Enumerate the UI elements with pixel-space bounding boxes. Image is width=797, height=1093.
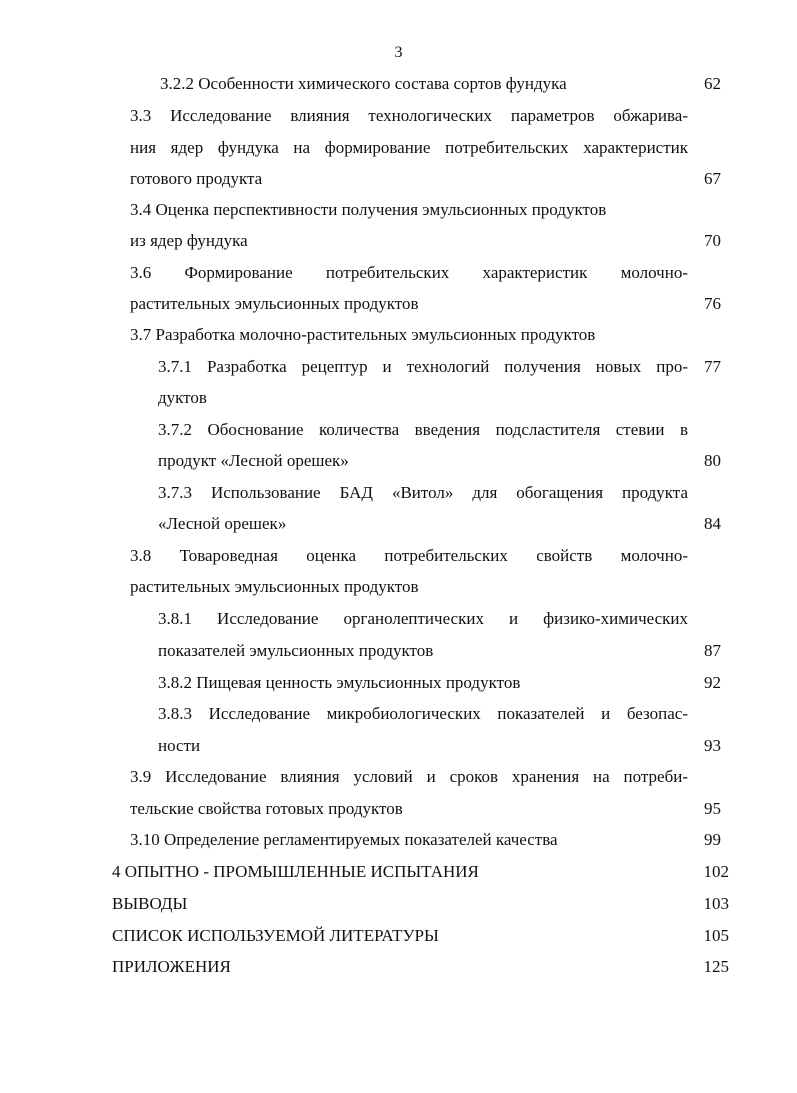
toc-entry-title-cont: растительных эмульсионных продуктов (130, 577, 419, 596)
toc-entry-title: 3.10 Определение регламентируемых показателей качества (130, 830, 558, 849)
toc-entry-title: СПИСОК ИСПОЛЬЗУЕМОЙ ЛИТЕРАТУРЫ (112, 926, 439, 945)
toc-entry-title: 3.4 Оценка перспективности получения эмульсионных продуктов (130, 200, 607, 219)
toc-entry-title-cont: из ядер фундука (130, 231, 248, 250)
toc-entry-title: 3.9 Исследование влияния условий и сроков хранения на потреби- (130, 767, 688, 786)
toc-entry-title: 3.7 Разработка молочно-растительных эмульсионных продуктов (130, 325, 596, 344)
toc-entry-title: 3.8.2 Пищевая ценность эмульсионных продуктов (158, 673, 521, 692)
page-number: 3 (394, 44, 403, 61)
toc-entry-title: 3.8.1 Исследование органолептических и физико-химических (158, 609, 688, 628)
toc-entry-page: 125 (703, 957, 729, 976)
toc-entry-page: 92 (704, 673, 721, 692)
toc-entry-page: 95 (704, 799, 721, 818)
toc-entry-title: 3.2.2 Особенности химического состава сортов фундука (160, 74, 567, 93)
toc-entry-page: 99 (704, 830, 721, 849)
toc-entry-page: 93 (704, 736, 721, 755)
toc-entry-page: 77 (704, 357, 721, 376)
toc-entry-page: 67 (704, 169, 721, 188)
toc-entry-title: 3.8.3 Исследование микробиологических показателей и безопас- (158, 704, 688, 723)
toc-entry-title: 3.3 Исследование влияния технологических параметров обжарива- (130, 106, 688, 125)
toc-entry-title: 3.8 Товароведная оценка потребительских свойств молочно- (130, 546, 688, 565)
toc-entry-title-cont: тельские свойства готовых продуктов (130, 799, 403, 818)
toc-entry-title: ВЫВОДЫ (112, 894, 188, 913)
toc-entry-title: 4 ОПЫТНО - ПРОМЫШЛЕННЫЕ ИСПЫТАНИЯ (112, 862, 479, 881)
toc-entry-title: 3.6 Формирование потребительских характеристик молочно- (130, 263, 688, 282)
toc-entry-title-cont: растительных эмульсионных продуктов (130, 294, 419, 313)
toc-entry-title: 3.7.3 Использование БАД «Витол» для обогащения продукта (158, 483, 688, 502)
toc-entry-page: 105 (703, 926, 729, 945)
toc-entry-title-cont: «Лесной орешек» (158, 514, 287, 533)
toc-entry-title: 3.7.2 Обоснование количества введения подсластителя стевии в (158, 420, 688, 439)
toc-entry-page: 102 (703, 862, 729, 881)
toc-entry-page: 103 (703, 894, 729, 913)
toc-entry-title: 3.7.1 Разработка рецептур и технологий получения новых про- (158, 357, 688, 376)
toc-entry-title-cont: дуктов (158, 388, 207, 407)
toc-entry-title-cont: готового продукта (130, 169, 263, 188)
toc-entry-title-cont: ния ядер фундука на формирование потребительских характеристик (130, 138, 688, 157)
toc-entry-title-cont: продукт «Лесной орешек» (158, 451, 349, 470)
toc-entry-page: 76 (704, 294, 721, 313)
toc-entry-title-cont: ности (158, 736, 201, 755)
toc-entry-page: 62 (704, 74, 721, 93)
toc-entry-page: 87 (704, 641, 721, 660)
toc-entry-page: 70 (704, 231, 721, 250)
toc-entry-title-cont: показателей эмульсионных продуктов (158, 641, 434, 660)
toc-entry-title: ПРИЛОЖЕНИЯ (112, 957, 231, 976)
toc-entry-page: 84 (704, 514, 721, 533)
toc-entry-page: 80 (704, 451, 721, 470)
